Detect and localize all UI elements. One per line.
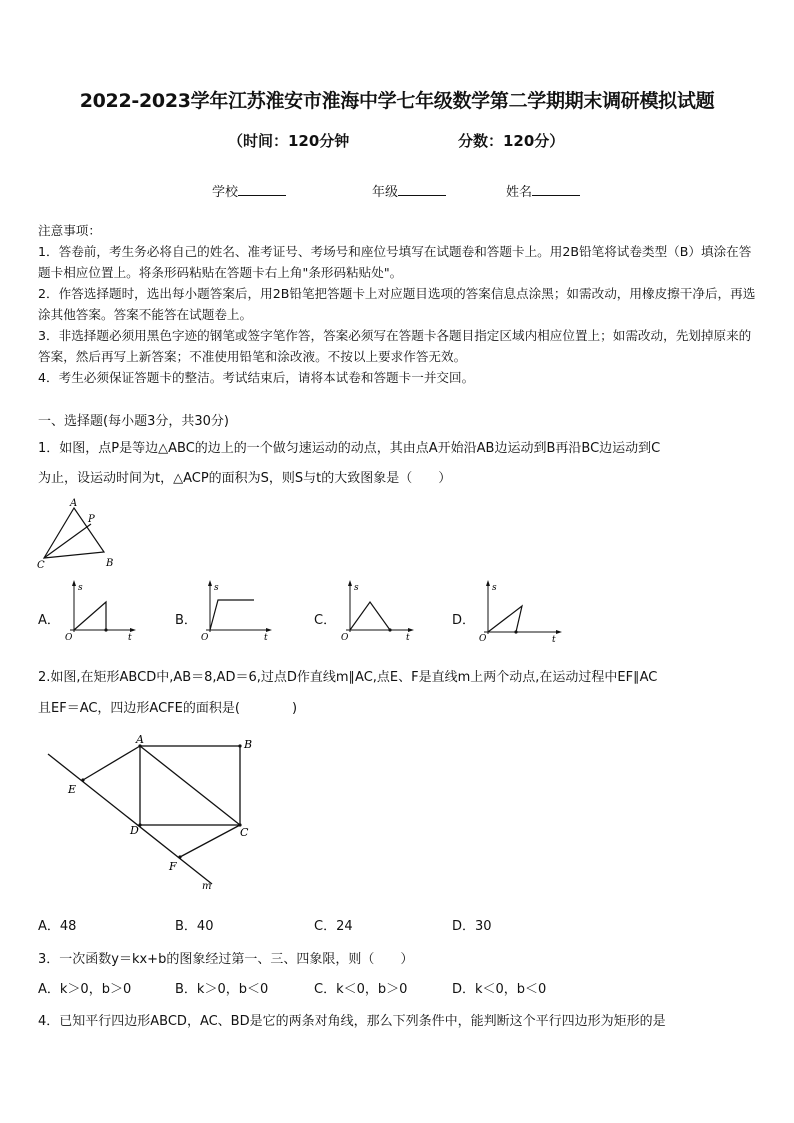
graph-a-t: t (128, 633, 132, 643)
rect-label-d: D (130, 824, 139, 837)
q2-line2: 且EF＝AC，四边形ACFE的面积是( ) (38, 701, 298, 716)
rect-label-m: m (202, 881, 212, 892)
name-field (506, 181, 580, 200)
rect-label-f: F (169, 860, 177, 873)
graph-d-o: O (479, 634, 487, 644)
q1-line1: 1．如图，点P是等边△ABC的边上的一个做匀速运动的动点，其由点A开始沿AB边运动到B再沿BC边运动到C (38, 441, 661, 456)
rectangle-figure (40, 732, 260, 892)
grade-field (372, 181, 446, 200)
graph-b-o: O (201, 633, 209, 643)
graph-c-s: s (354, 583, 359, 593)
graph-a-curve (74, 602, 106, 630)
school-label: 学校 (212, 185, 239, 200)
graph-b-curve (210, 600, 254, 630)
name-blank (532, 183, 580, 196)
page-title: 2022-2023学年江苏淮安市淮海中学七年级数学第二学期期末调研模拟试题 (79, 90, 715, 112)
graph-c-o: O (341, 633, 349, 643)
q3-option-b: B．k＞0，b＜0 (175, 982, 269, 997)
graph-c (336, 578, 418, 644)
rect-label-b: B (244, 738, 253, 751)
q2-option-c: C．24 (314, 919, 353, 934)
graph-d-curve (488, 606, 522, 632)
section-heading: 一、选择题(每小题3分，共30分) (38, 414, 229, 429)
graph-d-t: t (552, 635, 556, 644)
school-field (212, 181, 286, 200)
note-item-2: 2．作答选择题时，选出每小题答案后，用2B铅笔把答题卡上对应题目选项的答案信息点涂黑；如需改动，用橡皮擦干净后，再选涂其他答案。答案不能答在试题卷上。 (38, 286, 756, 322)
label-b: B (106, 558, 114, 569)
rect-label-a: A (136, 733, 144, 746)
graph-b-s: s (214, 583, 219, 593)
segment-ea (83, 746, 140, 780)
graph-b-t: t (264, 633, 268, 643)
q3-option-c: C．k＜0，b＞0 (314, 982, 408, 997)
q1-option-a: A． (38, 613, 60, 628)
q4-line1: 4．已知平行四边形ABCD，AC、BD是它的两条对角线，那么下列条件中，能判断这个平行四边形为矩形的是 (38, 1014, 666, 1029)
note-item-4: 4．考生必须保证答题卡的整洁。考试结束后，请将本试卷和答题卡一并交回。 (38, 370, 475, 385)
q3-option-d: D．k＜0，b＜0 (452, 982, 547, 997)
graph-a-o: O (65, 633, 73, 643)
q3-option-a: A．k＞0，b＞0 (38, 982, 132, 997)
label-p: P (88, 514, 95, 525)
q1-line2: 为止，设运动时间为t，△ACP的面积为S，则S与t的大致图象是（ ） (38, 471, 452, 486)
exam-score: 分数：120分） (458, 132, 565, 150)
note-item-3: 3．非选择题必须用黑色字迹的钢笔或签字笔作答，答案必须写在答题卡各题目指定区域内相应位置上；如需改动，先划掉原来的答案，然后再写上新答案；不准使用铅笔和涂改液。不按以上要求作答无效。 (38, 328, 752, 364)
label-a: A (70, 498, 78, 509)
graph-a-s: s (78, 583, 83, 593)
triangle-figure (36, 496, 116, 572)
grade-label: 年级 (372, 185, 399, 200)
rect-label-e: E (68, 783, 77, 796)
note-item-1: 1．答卷前，考生务必将自己的姓名、准考证号、考场号和座位号填写在试题卷和答题卡上。用2B铅笔将试卷类型（B）填涂在答题卡相应位置上。将条形码粘贴在答题卡右上角"条形码粘贴处"。 (38, 244, 752, 280)
name-label: 姓名 (506, 185, 533, 200)
exam-time: （时间：120分钟 (228, 132, 350, 150)
label-c: C (37, 560, 45, 571)
q1-option-b: B． (175, 613, 197, 628)
graph-c-t: t (406, 633, 410, 643)
q1-option-d: D． (452, 613, 476, 628)
triangle-abc (44, 508, 104, 558)
segment-cp (44, 524, 91, 558)
q2-option-b: B．40 (175, 919, 214, 934)
graph-a (60, 578, 140, 644)
graph-b (196, 578, 276, 644)
school-blank (238, 183, 286, 196)
segment-fc (180, 825, 240, 857)
diagonal-ac (140, 746, 240, 825)
line-m (48, 754, 212, 884)
graph-d (474, 578, 568, 644)
graph-c-curve (350, 602, 390, 630)
q1-option-c: C． (314, 613, 337, 628)
q3-line1: 3．一次函数y＝kx+b的图象经过第一、三、四象限，则（ ） (38, 952, 414, 967)
q2-option-d: D．30 (452, 919, 492, 934)
notes-block (38, 220, 760, 388)
rect-label-c: C (240, 826, 249, 839)
notes-heading: 注意事项： (38, 223, 101, 238)
graph-d-s: s (492, 583, 497, 593)
q2-line1: 2.如图,在矩形ABCD中,AB＝8,AD＝6,过点D作直线m∥AC,点E、F是直线m上两个动点,在运动过程中EF∥AC (38, 670, 658, 685)
q2-option-a: A．48 (38, 919, 77, 934)
grade-blank (398, 183, 446, 196)
